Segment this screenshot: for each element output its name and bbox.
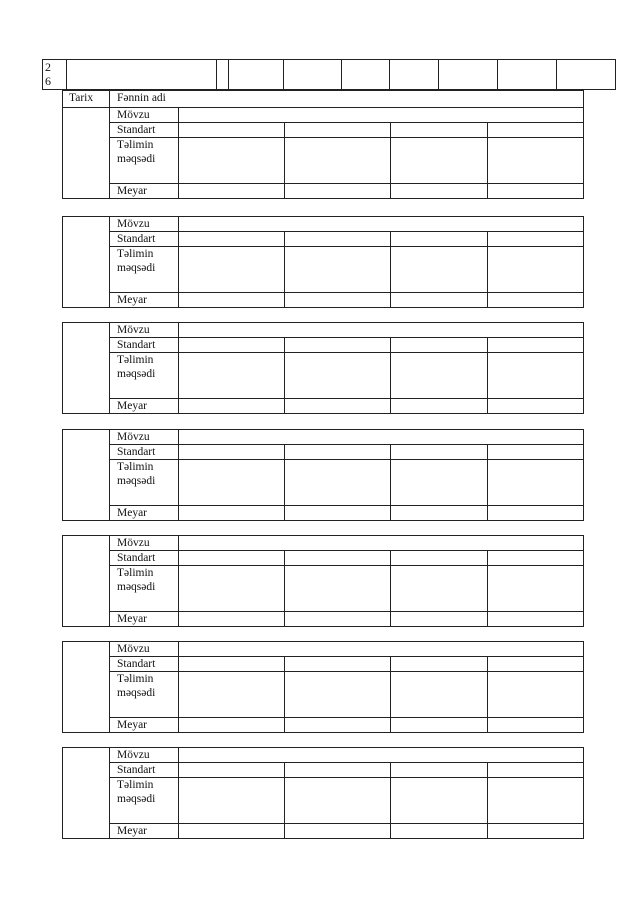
criterion-field[interactable]	[488, 506, 584, 521]
standard-field[interactable]	[391, 551, 488, 566]
standard-field[interactable]	[179, 338, 285, 353]
goal-field[interactable]	[391, 778, 488, 824]
criterion-field[interactable]	[488, 399, 584, 414]
goal-label-line1: Təlimin	[117, 461, 154, 473]
top-cell[interactable]	[556, 60, 615, 90]
top-cell[interactable]	[283, 60, 341, 90]
date-cell[interactable]	[63, 323, 110, 414]
goal-label-line2: məqsədi	[117, 581, 156, 593]
criterion-field[interactable]	[285, 824, 391, 839]
criterion-field[interactable]	[179, 399, 285, 414]
goal-label-line2: məqsədi	[117, 368, 156, 380]
goal-label	[110, 460, 179, 506]
standard-field[interactable]	[179, 551, 285, 566]
standard-label: Standart	[110, 232, 179, 247]
goal-field[interactable]	[285, 460, 391, 506]
criterion-field[interactable]	[285, 718, 391, 733]
goal-field[interactable]	[285, 353, 391, 399]
standard-field[interactable]	[488, 123, 584, 138]
standard-field[interactable]	[179, 232, 285, 247]
goal-field[interactable]	[285, 138, 391, 184]
goal-field[interactable]	[488, 778, 584, 824]
goal-field[interactable]	[488, 247, 584, 293]
topic-field[interactable]	[179, 536, 584, 551]
standard-field[interactable]	[488, 657, 584, 672]
criterion-label: Meyar	[110, 612, 179, 627]
criterion-field[interactable]	[488, 718, 584, 733]
goal-label-line2: məqsədi	[117, 262, 156, 274]
standard-field[interactable]	[179, 657, 285, 672]
criterion-label: Meyar	[110, 506, 179, 521]
criterion-field[interactable]	[179, 824, 285, 839]
topic-field[interactable]	[179, 642, 584, 657]
criterion-field[interactable]	[391, 293, 488, 308]
goal-field[interactable]	[391, 353, 488, 399]
topic-label: Mövzu	[110, 323, 179, 338]
goal-field[interactable]	[179, 566, 285, 612]
criterion-field[interactable]	[391, 824, 488, 839]
standard-field[interactable]	[391, 657, 488, 672]
goal-field[interactable]	[488, 138, 584, 184]
goal-field[interactable]	[391, 672, 488, 718]
page-number-digit-1: 2	[45, 60, 51, 74]
standard-label: Standart	[110, 657, 179, 672]
goal-label-line1: Təlimin	[117, 779, 154, 791]
goal-label-line1: Təlimin	[117, 139, 154, 151]
criterion-label: Meyar	[110, 184, 179, 199]
criterion-field[interactable]	[179, 506, 285, 521]
topic-field[interactable]	[179, 323, 584, 338]
date-cell[interactable]	[63, 108, 110, 199]
criterion-field[interactable]	[391, 506, 488, 521]
standard-field[interactable]	[179, 445, 285, 460]
lesson-block-6	[62, 641, 584, 733]
goal-field[interactable]	[179, 247, 285, 293]
goal-field[interactable]	[179, 138, 285, 184]
standard-field[interactable]	[285, 232, 391, 247]
standard-field[interactable]	[488, 232, 584, 247]
topic-field[interactable]	[179, 217, 584, 232]
goal-field[interactable]	[391, 566, 488, 612]
top-cell[interactable]	[216, 60, 228, 90]
criterion-field[interactable]	[285, 293, 391, 308]
goal-label	[110, 353, 179, 399]
criterion-field[interactable]	[285, 184, 391, 199]
standard-field[interactable]	[285, 123, 391, 138]
criterion-field[interactable]	[488, 293, 584, 308]
topic-label: Mövzu	[110, 536, 179, 551]
goal-field[interactable]	[488, 353, 584, 399]
goal-label	[110, 247, 179, 293]
goal-label-line1: Təlimin	[117, 248, 154, 260]
goal-field[interactable]	[391, 247, 488, 293]
standard-field[interactable]	[285, 763, 391, 778]
criterion-field[interactable]	[391, 184, 488, 199]
date-cell[interactable]	[63, 748, 110, 839]
top-cell[interactable]	[439, 60, 497, 90]
criterion-label: Meyar	[110, 824, 179, 839]
standard-field[interactable]	[391, 338, 488, 353]
goal-field[interactable]	[285, 672, 391, 718]
standard-field[interactable]	[391, 763, 488, 778]
topic-label: Mövzu	[110, 748, 179, 763]
standard-field[interactable]	[488, 445, 584, 460]
criterion-field[interactable]	[179, 718, 285, 733]
goal-field[interactable]	[285, 778, 391, 824]
standard-field[interactable]	[179, 123, 285, 138]
criterion-field[interactable]	[391, 399, 488, 414]
goal-field[interactable]	[285, 247, 391, 293]
criterion-field[interactable]	[391, 612, 488, 627]
top-cell[interactable]	[390, 60, 439, 90]
date-cell[interactable]	[63, 536, 110, 627]
date-header: Tarix	[63, 91, 110, 108]
goal-field[interactable]	[391, 460, 488, 506]
standard-field[interactable]	[285, 551, 391, 566]
standard-field[interactable]	[285, 338, 391, 353]
topic-label: Mövzu	[110, 217, 179, 232]
lesson-block-5	[62, 535, 584, 627]
subject-header: Fənnin adi	[110, 91, 584, 108]
standard-field[interactable]	[285, 657, 391, 672]
goal-label-line2: məqsədi	[117, 153, 156, 165]
top-partial-row	[42, 59, 616, 90]
goal-field[interactable]	[488, 460, 584, 506]
criterion-field[interactable]	[179, 184, 285, 199]
top-cell[interactable]	[228, 60, 283, 90]
criterion-field[interactable]	[391, 718, 488, 733]
top-cell[interactable]	[497, 60, 556, 90]
topic-field[interactable]	[179, 430, 584, 445]
criterion-field[interactable]	[179, 612, 285, 627]
lesson-block-7	[62, 747, 584, 839]
standard-field[interactable]	[391, 232, 488, 247]
top-cell[interactable]	[342, 60, 390, 90]
standard-label: Standart	[110, 551, 179, 566]
date-cell[interactable]	[63, 430, 110, 521]
goal-field[interactable]	[391, 138, 488, 184]
criterion-field[interactable]	[285, 612, 391, 627]
criterion-field[interactable]	[488, 184, 584, 199]
criterion-label: Meyar	[110, 399, 179, 414]
page-number-digit-2: 6	[45, 74, 51, 88]
standard-field[interactable]	[179, 763, 285, 778]
standard-field[interactable]	[488, 763, 584, 778]
standard-field[interactable]	[488, 338, 584, 353]
criterion-field[interactable]	[285, 399, 391, 414]
goal-label-line1: Təlimin	[117, 354, 154, 366]
goal-field[interactable]	[179, 778, 285, 824]
topic-label: Mövzu	[110, 108, 179, 123]
criterion-field[interactable]	[285, 506, 391, 521]
standard-label: Standart	[110, 123, 179, 138]
goal-field[interactable]	[179, 353, 285, 399]
criterion-field[interactable]	[179, 293, 285, 308]
top-cell[interactable]	[67, 60, 217, 90]
goal-label-line2: məqsədi	[117, 475, 156, 487]
standard-field[interactable]	[391, 123, 488, 138]
goal-label-line1: Təlimin	[117, 567, 154, 579]
topic-label: Mövzu	[110, 430, 179, 445]
lesson-block-4	[62, 429, 584, 521]
lesson-block-1	[62, 90, 584, 199]
goal-field[interactable]	[488, 566, 584, 612]
page-number-cell	[43, 60, 67, 90]
criterion-field[interactable]	[488, 824, 584, 839]
date-cell[interactable]	[63, 642, 110, 733]
goal-label-line2: məqsədi	[117, 687, 156, 699]
topic-field[interactable]	[179, 108, 584, 123]
date-cell[interactable]	[63, 217, 110, 308]
topic-label: Mövzu	[110, 642, 179, 657]
topic-field[interactable]	[179, 748, 584, 763]
criterion-field[interactable]	[488, 612, 584, 627]
standard-field[interactable]	[488, 551, 584, 566]
criterion-label: Meyar	[110, 293, 179, 308]
lesson-block-2	[62, 216, 584, 308]
lesson-block-3	[62, 322, 584, 414]
standard-field[interactable]	[285, 445, 391, 460]
standard-label: Standart	[110, 338, 179, 353]
goal-label-line2: məqsədi	[117, 793, 156, 805]
criterion-label: Meyar	[110, 718, 179, 733]
goal-field[interactable]	[285, 566, 391, 612]
standard-field[interactable]	[391, 445, 488, 460]
goal-field[interactable]	[488, 672, 584, 718]
goal-field[interactable]	[179, 672, 285, 718]
goal-label	[110, 672, 179, 718]
goal-field[interactable]	[179, 460, 285, 506]
goal-label	[110, 138, 179, 184]
goal-label	[110, 566, 179, 612]
goal-label-line1: Təlimin	[117, 673, 154, 685]
goal-label	[110, 778, 179, 824]
standard-label: Standart	[110, 763, 179, 778]
standard-label: Standart	[110, 445, 179, 460]
